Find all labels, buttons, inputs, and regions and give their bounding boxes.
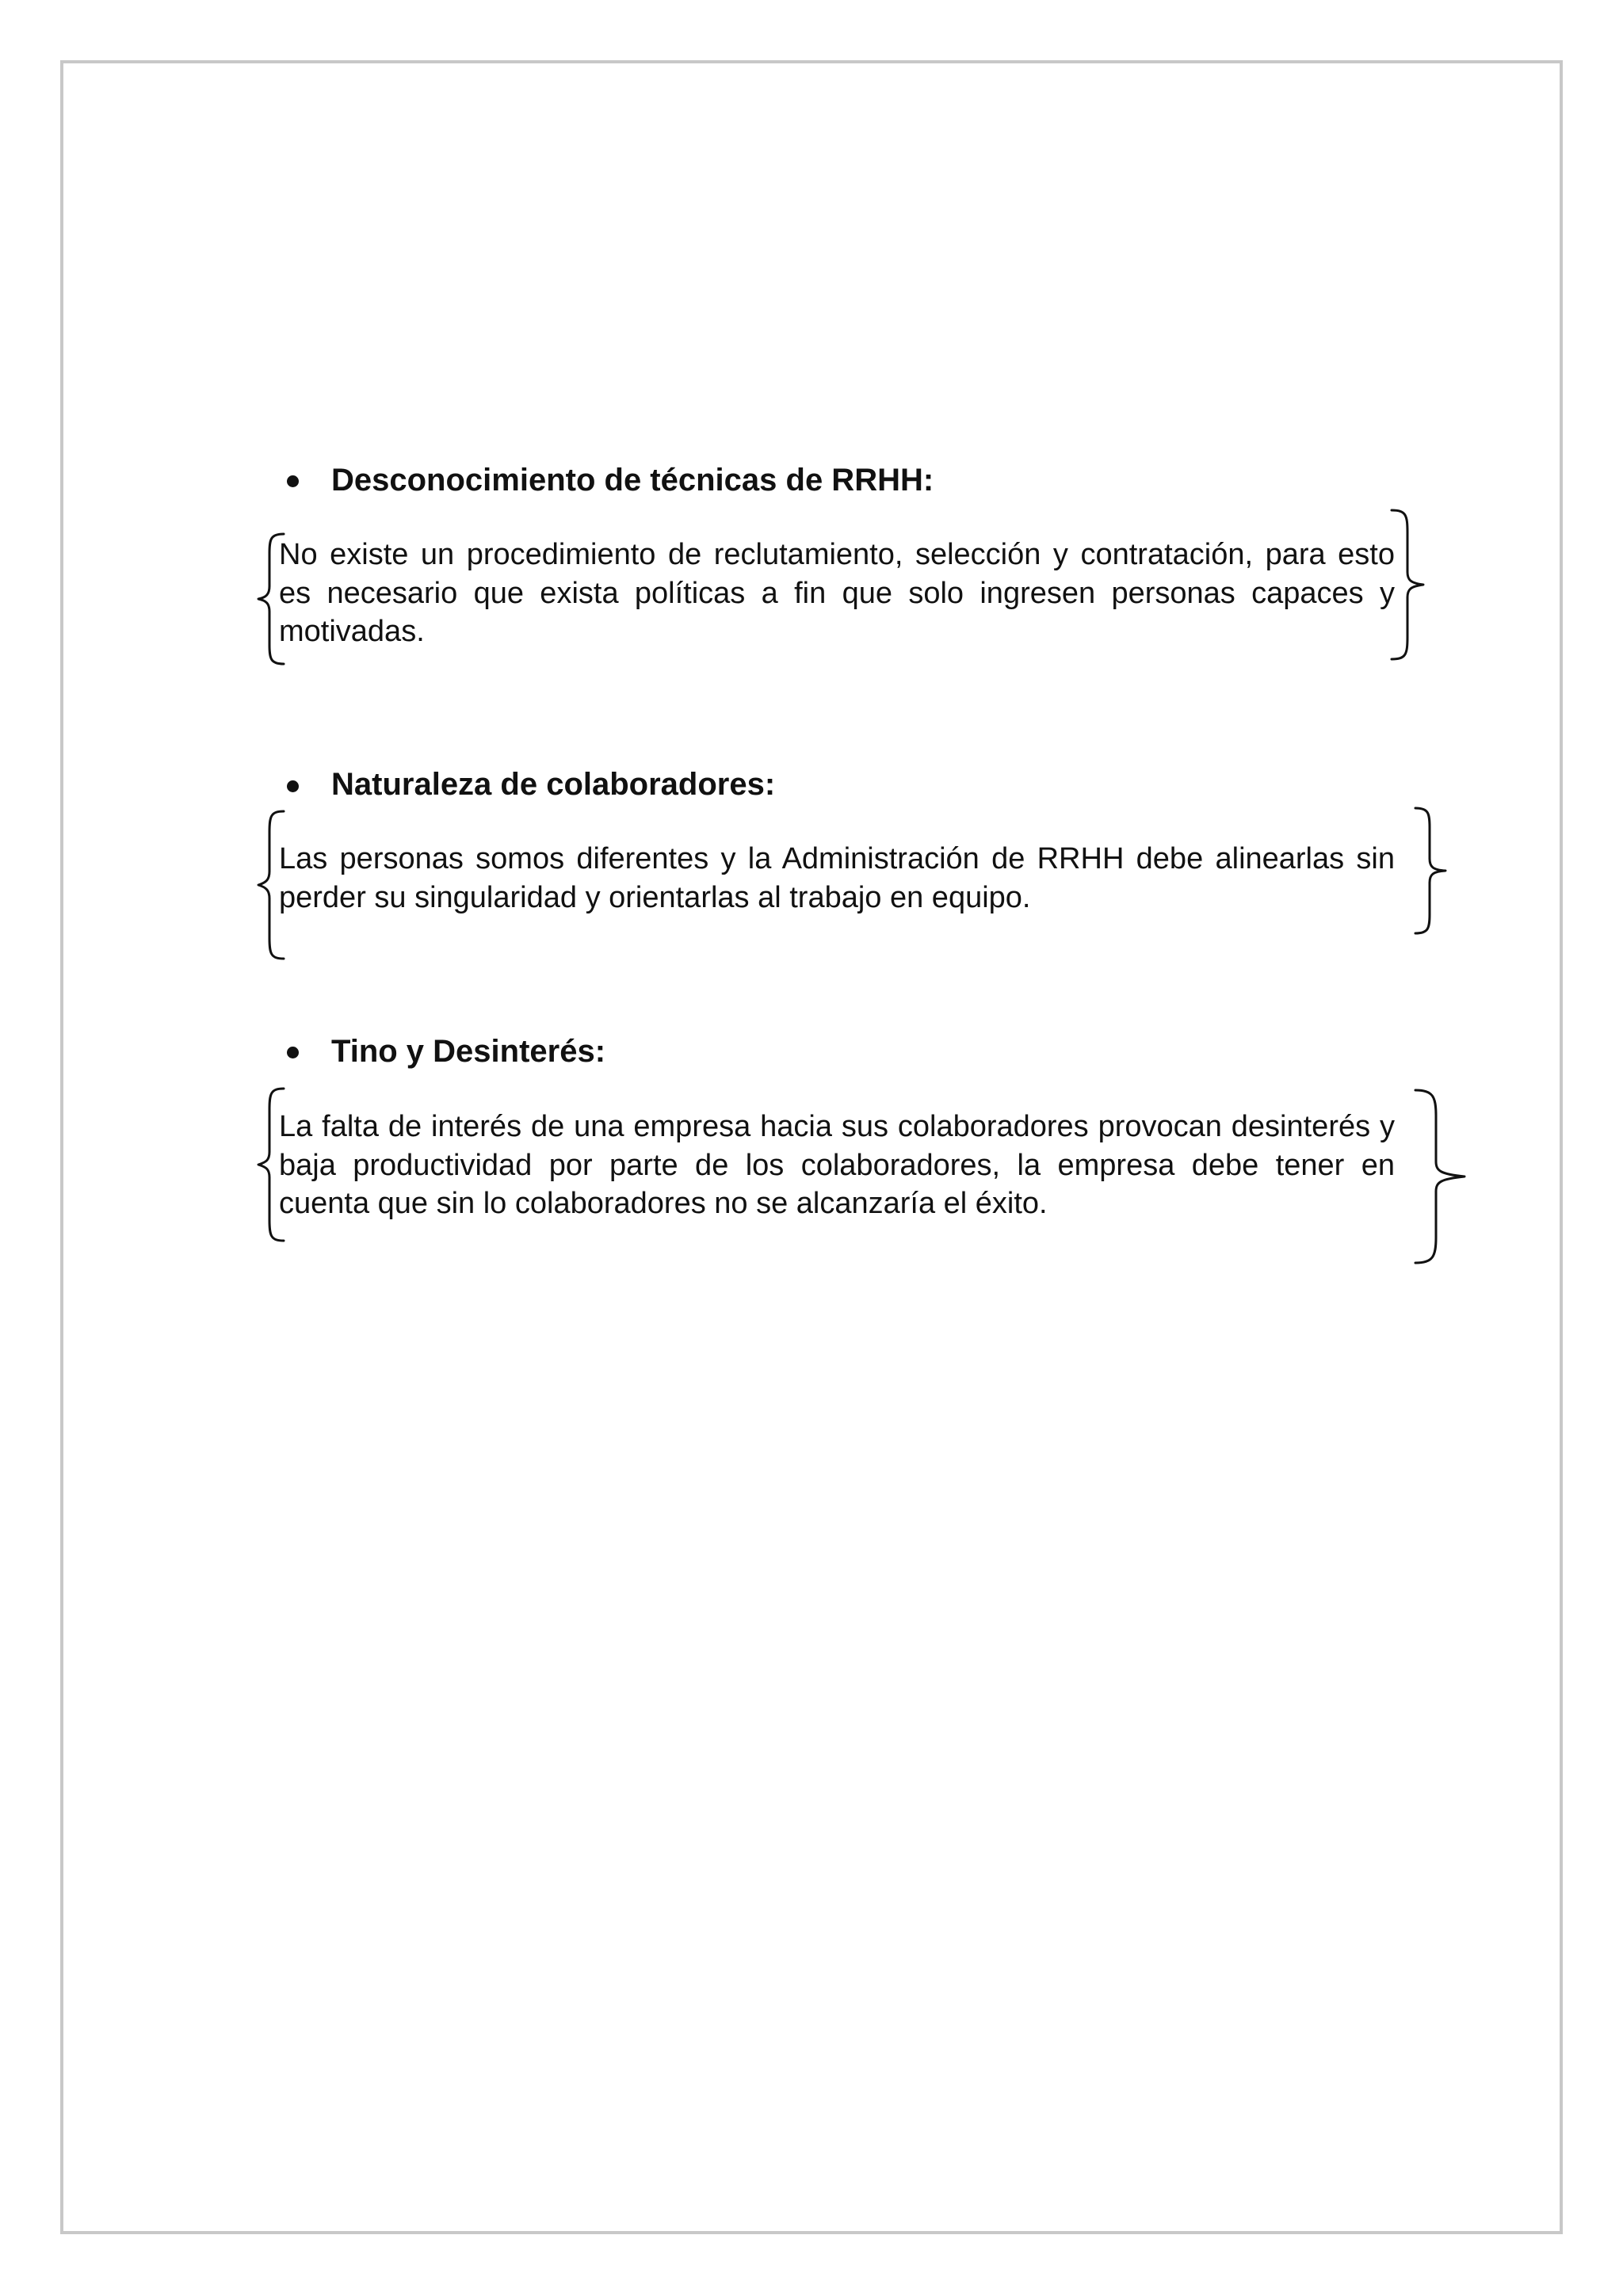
bullet-icon [287, 1047, 299, 1058]
section-paragraph: No existe un procedimiento de reclutamiento, selección y contratación, para esto es necesario que exista políticas a fin que solo ingresen personas capaces y motivadas. [279, 538, 1395, 648]
section-paragraph: La falta de interés de una empresa hacia sus colaboradores provocan desinterés y baja productividad por parte de los colaboradores, la empresa debe tener en cuenta que sin lo colaboradores no se alcanzaría el éxito. [279, 1110, 1395, 1220]
section-heading: Tino y Desinterés: [331, 1034, 606, 1069]
section-paragraph: Las personas somos diferentes y la Administración de RRHH debe alinearlas sin perder su singularidad y orientarlas al trabajo en equipo. [279, 842, 1395, 914]
bullet-icon [287, 780, 299, 792]
right-brace-icon [1388, 509, 1428, 661]
right-brace-icon [1412, 807, 1452, 935]
section-heading: Desconocimiento de técnicas de RRHH: [331, 463, 934, 498]
section-heading: Naturaleza de colaboradores: [331, 767, 776, 802]
bullet-icon [287, 475, 299, 487]
right-brace-icon [1412, 1089, 1469, 1264]
